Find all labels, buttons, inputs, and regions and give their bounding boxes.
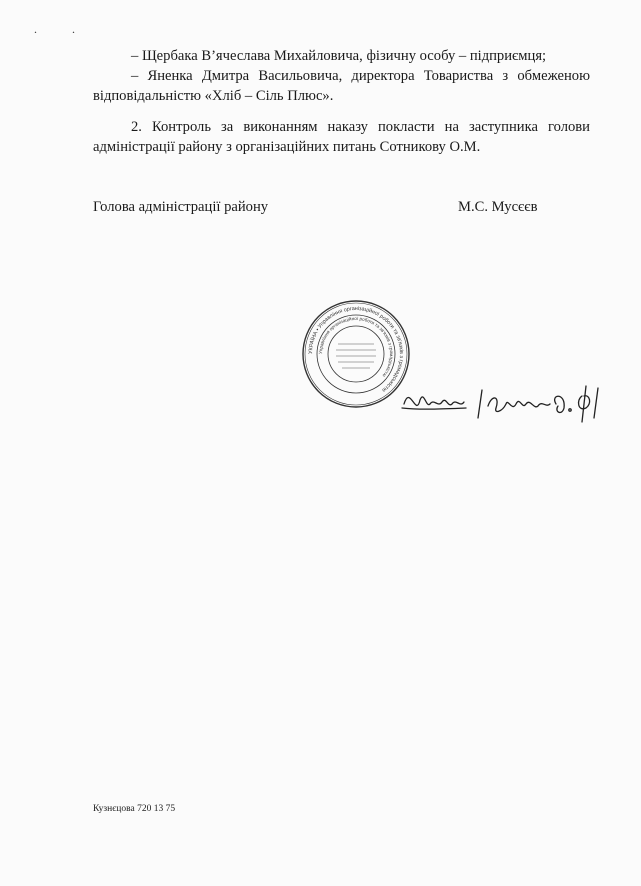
list-item-1: – Щербака В’ячеслава Михайловича, фізичну особу – підприємця; [131, 48, 547, 64]
footer-contact: Кузнєцова 720 13 75 [93, 804, 176, 814]
list-item-2: – Яненка Дмитра Васильовича, директора Товариства з обмеженою відповідальністю «Хліб – Сіль Плюс». [93, 68, 590, 104]
signer-title: Голова адміністрації району [93, 199, 269, 215]
stamp-ring-text: УКРАЇНА • Управління організаційної роботи та зв'язків з громадськістю [307, 305, 405, 393]
handwritten-signature [400, 378, 605, 426]
clause-2: 2. Контроль за виконанням наказу покласти на заступника голови адміністрації району з організаційних питань Сотникову О.М. [93, 119, 590, 155]
signer-name: М.С. Мусєєв [458, 199, 538, 215]
stamp-ring-text-inner: Управління організаційної роботи та зв'язків з громадськістю [317, 315, 395, 378]
top-marks: . . [34, 22, 91, 36]
official-stamp [300, 298, 412, 410]
svg-text:Управління організаційної робо [318, 315, 394, 378]
